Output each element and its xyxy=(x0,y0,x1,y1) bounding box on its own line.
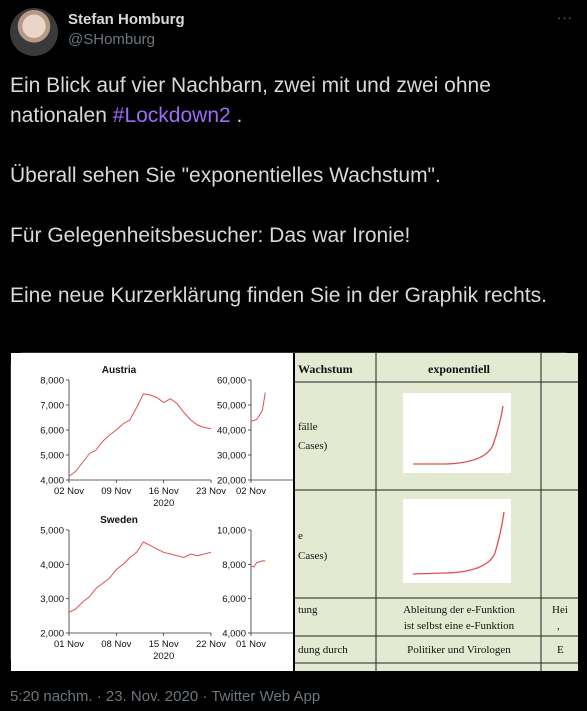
chart-x-tick-label: 08 Nov xyxy=(101,639,132,650)
tweet-text-part: . xyxy=(230,104,243,127)
chart-y-tick-label: 2,000 xyxy=(40,628,64,640)
row4-label: dung durch xyxy=(298,644,348,656)
more-options-icon[interactable]: ··· xyxy=(557,10,573,25)
table-svg xyxy=(295,353,578,671)
table-header-exponential: exponentiell xyxy=(428,362,490,376)
row1-label-a: fälle xyxy=(298,421,318,433)
row1-label-b: Cases) xyxy=(298,440,328,452)
row3-label: tung xyxy=(298,604,318,616)
chart-x-tick-label: 01 Nov xyxy=(53,639,85,650)
tweet-text-part: Ein Blick auf vier Nachbarn, zwei mit und zwei ohne nationalen xyxy=(10,74,491,127)
chart-y-tick-label: 40,000 xyxy=(216,425,246,437)
chart-x-tick-label: 23 Nov xyxy=(195,486,227,497)
chart-y-tick-label: 4,000 xyxy=(222,628,246,640)
row4-text: Politiker und Virologen xyxy=(407,644,511,656)
chart-title: Austria xyxy=(101,365,137,376)
row3-text-a: Ableitung der e-Funktion xyxy=(403,604,515,616)
chart-y-tick-label: 8,000 xyxy=(40,375,64,387)
tweet-paragraph-4: Eine neue Kurzerklärung finden Sie in der Graphik rechts. xyxy=(10,284,547,307)
chart-panel[interactable] xyxy=(11,353,294,671)
chart-x-tick-label: 22 Nov xyxy=(195,639,227,650)
chart-series-line xyxy=(251,393,265,422)
tweet-paragraph-2: Überall sehen Sie "exponentielles Wachstum". xyxy=(10,164,441,187)
chart-x-tick-label: 02 Nov xyxy=(235,486,267,497)
chart-y-tick-label: 5,000 xyxy=(40,450,64,462)
chart-year-label: 2020 xyxy=(153,498,175,509)
chart-y-tick-label: 6,000 xyxy=(40,425,64,437)
chart-y-tick-label: 8,000 xyxy=(222,559,246,571)
chart-y-tick-label: 3,000 xyxy=(40,594,64,606)
chart-x-tick-label: 02 Nov xyxy=(53,486,85,497)
chart-series-line xyxy=(251,561,265,567)
row3-right-a: Hei xyxy=(552,604,568,616)
table-header-growth: Wachstum xyxy=(298,362,353,376)
chart-y-tick-label: 4,000 xyxy=(40,559,64,571)
tweet-media[interactable] xyxy=(10,352,577,670)
display-name[interactable]: Stefan Homburg xyxy=(68,11,185,28)
chart-y-tick-label: 7,000 xyxy=(40,400,64,412)
tweet-paragraph-1 xyxy=(10,71,570,131)
chart-series-line xyxy=(69,394,211,477)
chart-title: Sweden xyxy=(100,515,138,526)
chart-y-tick-label: 10,000 xyxy=(216,525,246,537)
chart-y-tick-label: 20,000 xyxy=(216,475,246,487)
row2-label-b: Cases) xyxy=(298,550,328,562)
chart-x-tick-label: 09 Nov xyxy=(101,486,132,497)
chart-year-label: 2020 xyxy=(153,651,175,662)
table-panel[interactable] xyxy=(295,353,578,671)
user-handle[interactable]: @SHomburg xyxy=(68,31,155,48)
chart-y-tick-label: 50,000 xyxy=(216,400,246,412)
chart-x-tick-label: 15 Nov xyxy=(148,639,179,650)
tweet-timestamp[interactable]: 5:20 nachm. · 23. Nov. 2020 · Twitter Web App xyxy=(10,688,321,705)
row3-right-b: , xyxy=(557,620,560,632)
tweet-text xyxy=(10,71,570,311)
chart-x-tick-label: 01 Nov xyxy=(235,639,267,650)
charts-svg xyxy=(11,353,294,671)
exp-plot-1 xyxy=(403,393,511,473)
row3-text-b: ist selbst eine e-Funktion xyxy=(403,620,515,632)
avatar[interactable] xyxy=(10,8,58,56)
chart-x-tick-label: 16 Nov xyxy=(148,486,179,497)
chart-y-tick-label: 4,000 xyxy=(40,475,64,487)
chart-y-tick-label: 5,000 xyxy=(40,525,64,537)
chart-y-tick-label: 30,000 xyxy=(216,450,246,462)
chart-y-tick-label: 60,000 xyxy=(216,375,246,387)
row4-right: E xyxy=(557,644,564,656)
hashtag-link[interactable]: #Lockdown2 xyxy=(112,104,231,127)
chart-series-line xyxy=(69,542,211,612)
exp-plot-2 xyxy=(403,499,511,583)
row2-label-a: e xyxy=(298,530,303,542)
tweet-paragraph-3: Für Gelegenheitsbesucher: Das war Ironie! xyxy=(10,224,411,247)
chart-y-tick-label: 6,000 xyxy=(222,594,246,606)
